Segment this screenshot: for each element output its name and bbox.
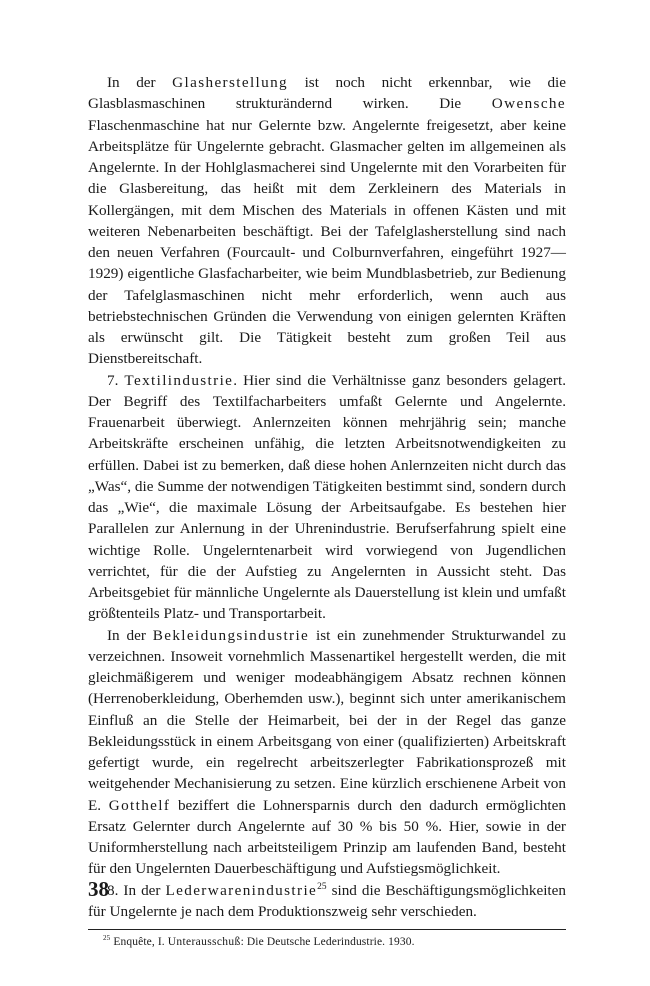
- paragraph-text: 8. In der: [107, 881, 166, 899]
- footnote-rule: [88, 929, 566, 930]
- paragraph: [88, 625, 566, 880]
- body-text: [88, 72, 566, 922]
- paragraph-text: In der: [107, 626, 153, 644]
- page-number: 38: [88, 877, 109, 901]
- paragraph-text: . Hier sind die Verhältnisse ganz besonders gelagert. Der Begriff des Textilfacharbeiters umfaßt Gelernte und Angelernte. Frauenarbeit überwiegt. Anlernzeiten können mehrjährig sein; manche Arbeitskräfte erscheinen unfähig, die letzten Arbeitsnotwendigkeiten zu erfüllen. Dabei ist zu bemerken, daß diese hohen Anlernzeiten nicht durch das „Was“, die Summe der notwendigen Tätigkeiten bestimmt sind, sondern durch das „Wie“, die maximale Lösung der Arbeitsaufgabe. Es bestehen hier Parallelen zur Anlernung in der Uhrenindustrie. Berufserfahrung spielt eine wichtige Rolle. Ungelerntenarbeit wird vorwiegend von Jugendlichen verrichtet, für die der Aufstieg zu Angelernten in Aussicht steht. Das Arbeitsgebiet für männliche Ungelernte als Dauerstellung ist klein und umfaßt größtenteils Platz- und Transportarbeit.: [88, 371, 566, 623]
- footnote: [88, 934, 566, 950]
- paragraph-text: 7.: [107, 371, 125, 389]
- paragraph-text: beziffert die Lohnersparnis durch den dadurch ermöglichten Ersatz Gelernter durch Angelernte auf 30 % bis 50 %. Hier, sowie in der Uniformherstellung nach arbeitsteiligem Prinzip am laufenden Band, besteht für den Ungelernten Dauerbeschäftigung und Aufstiegsmöglichkeit.: [88, 796, 566, 878]
- paragraph-text: In der: [107, 74, 173, 91]
- spaced-term: Glasherstellung: [172, 74, 289, 91]
- footnote-text-before: Enquête, I.: [113, 936, 168, 948]
- paragraph: [88, 880, 566, 923]
- spaced-term: Lederwarenindustrie: [165, 881, 318, 899]
- footnote-marker: 25: [103, 934, 111, 943]
- page-body: [88, 72, 566, 950]
- spaced-term: Textilindustrie: [124, 371, 234, 389]
- spaced-term: Gotthelf: [108, 796, 171, 814]
- paragraph-text: ist ein zunehmender Strukturwandel zu verzeichnen. Insoweit vornehmlich Massenartikel hergestellt werden, die mit gleichmäßigerem und weniger modeabhängigem Absatz rechnen können (Herrenoberkleidung, Oberhemden usw.), beginnt sich unter amerikanischem Einfluß an die Stelle der Heimarbeit, bei der in der Regel das ganze Bekleidungsstück in einem Arbeitsgang von einer (qualifizierten) Arbeitskraft gefertigt wurde, ein regelrecht arbeitszerlegter Fabrikationsprozeß mit weitgehender Mechanisierung zu setzen. Eine kürzlich erschienene Arbeit von E.: [88, 626, 567, 814]
- spaced-term: Owensche: [491, 95, 566, 113]
- paragraph-text: Flaschenmaschine hat nur Gelernte bzw. Angelernte freigesetzt, aber keine Arbeitsplätze für Ungelernte gebracht. Glasmacher gelten im allgemeinen als Angelernte. In der Hohlglasmacherei sind Ungelernte mit den Vorarbeiten für die Glasbereitung, das heißt mit dem Zerkleinern des Materials in Kollergängen, mit dem Mischen des Materials in offenen Kästen und mit weiteren Nebenarbeiten beschäftigt. Bei der Tafelglasherstellung sind nach den neuen Verfahren (Fourcault- und Colburnverfahren, eingeführt 1927—1929) eigentliche Glasfacharbeiter, wie beim Mundblasbetrieb, zur Bedienung der Tafelglasmaschinen nicht mehr erforderlich, wenn auch aus betriebstechnischen Gründen die Verwendung von einigen gelernten Kräften als erwünscht gilt. Die Tätigkeit besteht zum großen Teil aus Dienstbereitschaft.: [88, 116, 566, 368]
- footnote-reference: 25: [317, 881, 327, 892]
- paragraph-text: sind die Beschäftigungsmöglichkeiten für Ungelernte je nach dem Produktionszweig sehr verschieden.: [88, 881, 566, 920]
- paragraph: [88, 72, 566, 370]
- spaced-term: Bekleidungsindustrie: [152, 626, 310, 644]
- footnote-committee: Unterausschuß: [167, 936, 241, 948]
- footnote-text-after: : Die Deutsche Lederindustrie. 1930.: [240, 936, 415, 948]
- paragraph-text: ist noch nicht erkennbar, wie die Glasblasmaschinen strukturändernd wirken. Die: [88, 74, 567, 113]
- paragraph: [88, 370, 566, 625]
